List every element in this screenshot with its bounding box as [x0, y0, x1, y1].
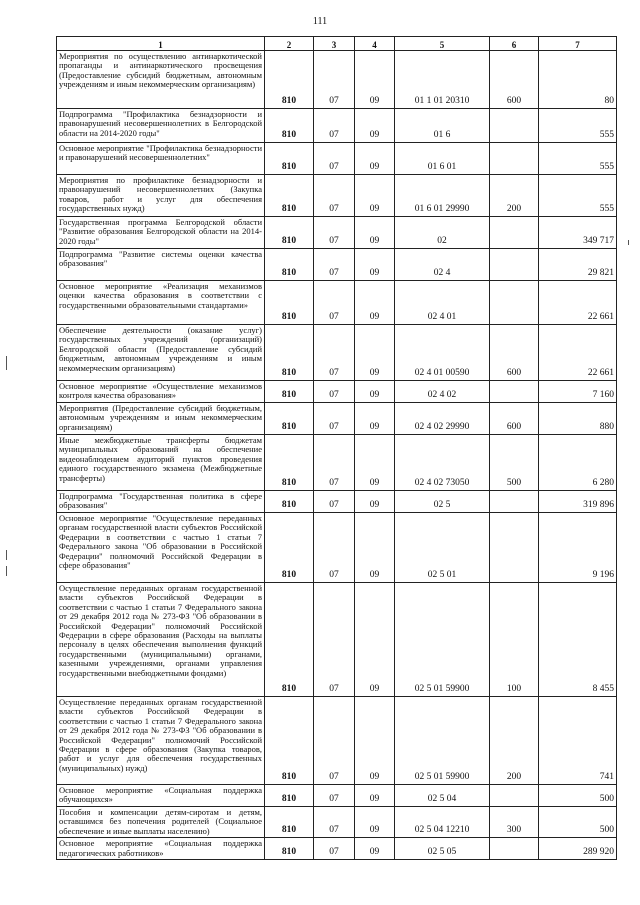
row-amount: 9 196: [539, 513, 617, 583]
row-code-section: 07: [314, 491, 355, 513]
row-code-ministry: 810: [265, 785, 314, 807]
row-amount: 6 280: [539, 435, 617, 491]
row-code-target-article: 01 1 01 20310: [395, 51, 490, 109]
row-code-subsection: 09: [355, 785, 395, 807]
row-description: Государственная программа Белгородской области "Развитие образования Белгородской области на 2014-2020 годы": [57, 217, 265, 249]
table-row: [57, 491, 617, 513]
column-header: 5: [395, 37, 490, 51]
row-code-target-article: 01 6: [395, 109, 490, 143]
row-code-section: 07: [314, 403, 355, 435]
row-code-expense-type: [490, 109, 539, 143]
row-amount: 349 717: [539, 217, 617, 249]
row-code-expense-type: 500: [490, 435, 539, 491]
row-code-expense-type: [490, 491, 539, 513]
scan-mark: [6, 550, 7, 560]
column-header: 1: [57, 37, 265, 51]
row-description: Основное мероприятие «Социальная поддержка обучающихся»: [57, 785, 265, 807]
row-code-section: 07: [314, 513, 355, 583]
column-header: 3: [314, 37, 355, 51]
row-code-target-article: 02 4 02: [395, 381, 490, 403]
row-code-ministry: 810: [265, 175, 314, 217]
row-code-ministry: 810: [265, 513, 314, 583]
row-code-section: 07: [314, 249, 355, 281]
row-description: Мероприятия по осуществлению антинаркотической пропаганды и антинаркотического просвещения (Предоставление субсидий бюджетным, автономным учреждениям и иным некоммерческим организациям): [57, 51, 265, 109]
row-code-subsection: 09: [355, 403, 395, 435]
table-row: [57, 143, 617, 175]
row-code-ministry: 810: [265, 435, 314, 491]
row-code-section: 07: [314, 583, 355, 697]
row-code-section: 07: [314, 109, 355, 143]
row-description: Подпрограмма "Развитие системы оценки качества образования": [57, 249, 265, 281]
row-code-expense-type: [490, 785, 539, 807]
row-description: Осуществление переданных органам государственной власти субъектов Российской Федерации в соответствии с частью 1 статьи 7 Федерального закона от 29 декабря 2012 года № 273-ФЗ "Об образовании в Российской Федерации" полномочий Российской Федерации в сфере образования (Расходы на выплаты персоналу в целях обеспечения выполнения функций государственными (муниципальными) органами, казенными учреждениями, органами управления государственными внебюджетными фондами): [57, 583, 265, 697]
row-code-section: 07: [314, 281, 355, 325]
row-amount: 319 896: [539, 491, 617, 513]
budget-table: [56, 36, 617, 860]
row-description: Иные межбюджетные трансферты бюджетам муниципальных образований на обеспечение видеонаблюдением аудиторий пунктов проведения единого государственного экзамена (Межбюджетные трансферты): [57, 435, 265, 491]
row-description: Мероприятия по профилактике безнадзорности и правонарушений несовершеннолетних (Закупка товаров, работ и услуг для обеспечения государственных нужд): [57, 175, 265, 217]
table-row: [57, 583, 617, 697]
row-code-subsection: 09: [355, 491, 395, 513]
row-code-ministry: 810: [265, 491, 314, 513]
table-row: [57, 697, 617, 785]
row-description: Обеспечение деятельности (оказание услуг) государственных учреждений (организаций) Белгородской области (Предоставление субсидий бюджетным, автономным учреждениям и иным некоммерческим организациям): [57, 325, 265, 381]
table-row: [57, 785, 617, 807]
row-description: Основное мероприятие «Социальная поддержка педагогических работников»: [57, 838, 265, 860]
row-code-ministry: 810: [265, 217, 314, 249]
row-code-section: 07: [314, 381, 355, 403]
row-code-section: 07: [314, 785, 355, 807]
table-row: [57, 807, 617, 838]
row-amount: 22 661: [539, 325, 617, 381]
row-amount: 22 661: [539, 281, 617, 325]
row-code-subsection: 09: [355, 51, 395, 109]
row-description: Основное мероприятие «Осуществление механизмов контроля качества образования»: [57, 381, 265, 403]
row-code-subsection: 09: [355, 807, 395, 838]
row-amount: 555: [539, 143, 617, 175]
column-header: 7: [539, 37, 617, 51]
row-amount: 289 920: [539, 838, 617, 860]
row-code-ministry: 810: [265, 51, 314, 109]
row-code-expense-type: 100: [490, 583, 539, 697]
page-number: 111: [312, 16, 328, 27]
row-description: Осуществление переданных органам государственной власти субъектов Российской Федерации в соответствии с частью 1 статьи 7 Федерального закона от 29 декабря 2012 года № 273-ФЗ "Об образовании в Российской Федерации" полномочий Российской Федерации в сфере образования (Закупка товаров, работ и услуг для обеспечения государственных (муниципальных) нужд): [57, 697, 265, 785]
row-code-expense-type: 600: [490, 51, 539, 109]
row-code-expense-type: [490, 281, 539, 325]
row-code-target-article: 02 5 04 12210: [395, 807, 490, 838]
row-amount: 80: [539, 51, 617, 109]
table-row: [57, 435, 617, 491]
row-code-target-article: 02 5 04: [395, 785, 490, 807]
row-code-target-article: 02 4 02 29990: [395, 403, 490, 435]
row-code-target-article: 01 6 01: [395, 143, 490, 175]
row-code-target-article: 02 4 02 73050: [395, 435, 490, 491]
row-code-expense-type: [490, 143, 539, 175]
row-description: Подпрограмма "Профилактика безнадзорности и правонарушений несовершеннолетних в Белгородской области на 2014-2020 годы": [57, 109, 265, 143]
row-description: Основное мероприятие «Реализация механизмов оценки качества образования в соответствии с государственными образовательными стандартами»: [57, 281, 265, 325]
table-row: [57, 281, 617, 325]
row-amount: 555: [539, 175, 617, 217]
column-header: 6: [490, 37, 539, 51]
row-code-section: 07: [314, 697, 355, 785]
row-code-section: 07: [314, 51, 355, 109]
row-code-target-article: 02 5 01 59900: [395, 697, 490, 785]
scan-mark: [628, 240, 629, 245]
row-amount: 29 821: [539, 249, 617, 281]
row-amount: 7 160: [539, 381, 617, 403]
column-header: 4: [355, 37, 395, 51]
row-code-target-article: 02 4: [395, 249, 490, 281]
row-code-subsection: 09: [355, 838, 395, 860]
row-code-expense-type: [490, 217, 539, 249]
row-code-subsection: 09: [355, 281, 395, 325]
row-code-target-article: 02 5 01: [395, 513, 490, 583]
scan-mark: [6, 566, 7, 576]
table-row: [57, 51, 617, 109]
table-row: [57, 403, 617, 435]
row-code-ministry: 810: [265, 325, 314, 381]
row-code-subsection: 09: [355, 249, 395, 281]
table-row: [57, 325, 617, 381]
row-code-target-article: 02 5: [395, 491, 490, 513]
row-code-ministry: 810: [265, 143, 314, 175]
row-code-ministry: 810: [265, 281, 314, 325]
row-code-section: 07: [314, 807, 355, 838]
table-body: [57, 51, 617, 860]
row-code-expense-type: [490, 513, 539, 583]
table-header-row: [57, 37, 617, 51]
table-row: [57, 838, 617, 860]
row-code-ministry: 810: [265, 583, 314, 697]
row-code-subsection: 09: [355, 109, 395, 143]
row-amount: 741: [539, 697, 617, 785]
row-code-ministry: 810: [265, 249, 314, 281]
row-code-subsection: 09: [355, 513, 395, 583]
row-code-expense-type: 600: [490, 325, 539, 381]
row-code-ministry: 810: [265, 697, 314, 785]
row-amount: 880: [539, 403, 617, 435]
row-amount: 500: [539, 807, 617, 838]
row-description: Пособия и компенсации детям-сиротам и детям, оставшимся без попечения родителей (Социальное обеспечение и иные выплаты населению): [57, 807, 265, 838]
row-code-subsection: 09: [355, 325, 395, 381]
row-code-ministry: 810: [265, 109, 314, 143]
row-code-expense-type: 200: [490, 697, 539, 785]
row-description: Основное мероприятие "Профилактика безнадзорности и правонарушений несовершеннолетних": [57, 143, 265, 175]
row-description: Мероприятия (Предоставление субсидий бюджетным, автономным учреждениям и иным некоммерческим организациям): [57, 403, 265, 435]
row-code-subsection: 09: [355, 435, 395, 491]
row-code-section: 07: [314, 217, 355, 249]
row-code-section: 07: [314, 435, 355, 491]
table-row: [57, 249, 617, 281]
table-row: [57, 381, 617, 403]
row-code-subsection: 09: [355, 143, 395, 175]
row-code-subsection: 09: [355, 175, 395, 217]
row-code-section: 07: [314, 143, 355, 175]
row-code-expense-type: 300: [490, 807, 539, 838]
table-row: [57, 175, 617, 217]
row-code-target-article: 02 5 05: [395, 838, 490, 860]
row-code-subsection: 09: [355, 217, 395, 249]
row-code-target-article: 01 6 01 29990: [395, 175, 490, 217]
row-code-target-article: 02 4 01: [395, 281, 490, 325]
row-amount: 555: [539, 109, 617, 143]
table-row: [57, 109, 617, 143]
row-code-target-article: 02: [395, 217, 490, 249]
row-code-ministry: 810: [265, 807, 314, 838]
row-code-target-article: 02 4 01 00590: [395, 325, 490, 381]
row-code-target-article: 02 5 01 59900: [395, 583, 490, 697]
row-code-section: 07: [314, 325, 355, 381]
row-code-expense-type: [490, 838, 539, 860]
row-code-ministry: 810: [265, 381, 314, 403]
row-code-subsection: 09: [355, 381, 395, 403]
row-code-subsection: 09: [355, 697, 395, 785]
row-description: Основное мероприятие "Осуществление переданных органам государственной власти субъектов Российской Федерации в соответствии с частью 1 статьи 7 Федерального закона "Об образовании в Российской Федерации" полномочий Российской Федерации в сфере образования": [57, 513, 265, 583]
row-code-expense-type: [490, 381, 539, 403]
table-row: [57, 217, 617, 249]
row-code-section: 07: [314, 175, 355, 217]
row-code-subsection: 09: [355, 583, 395, 697]
row-code-section: 07: [314, 838, 355, 860]
row-code-expense-type: 600: [490, 403, 539, 435]
column-header: 2: [265, 37, 314, 51]
row-description: Подпрограмма "Государственная политика в сфере образования": [57, 491, 265, 513]
scan-mark: [6, 356, 7, 370]
table-row: [57, 513, 617, 583]
row-amount: 8 455: [539, 583, 617, 697]
row-amount: 500: [539, 785, 617, 807]
row-code-expense-type: 200: [490, 175, 539, 217]
row-code-ministry: 810: [265, 403, 314, 435]
row-code-expense-type: [490, 249, 539, 281]
row-code-ministry: 810: [265, 838, 314, 860]
